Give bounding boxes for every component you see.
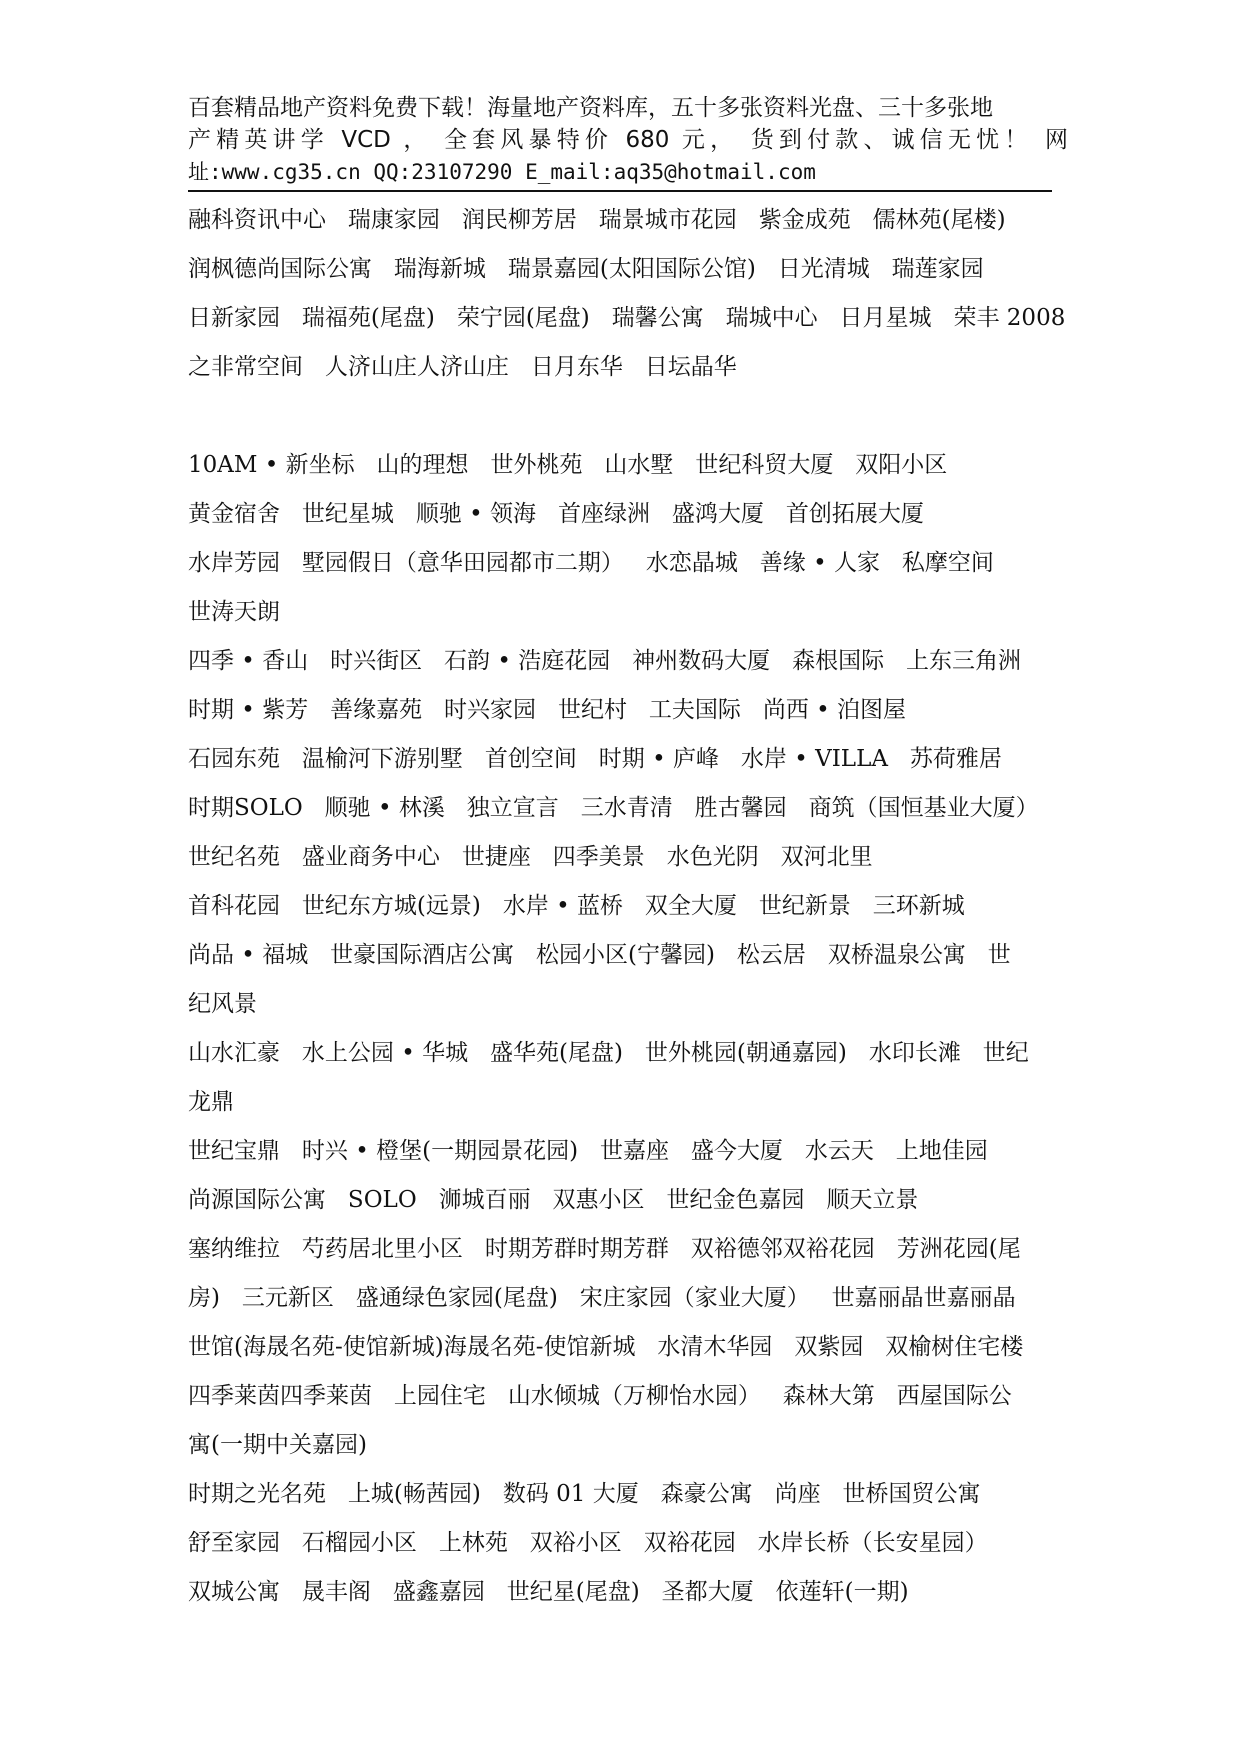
text-line: 尚品 • 福城 世豪国际酒店公寓 松园小区(宁馨园) 松云居 双桥温泉公寓 世	[188, 942, 1011, 968]
text-line: 水岸芳园 墅园假日（意华田园都市二期） 水恋晶城 善缘 • 人家 私摩空间	[188, 550, 994, 576]
text-line: 融科资讯中心 瑞康家园 润民柳芳居 瑞景城市花园 紫金成苑 儒林苑(尾楼)	[188, 207, 1006, 233]
text-line: 润枫德尚国际公寓 瑞海新城 瑞景嘉园(太阳国际公馆) 日光清城 瑞莲家园	[188, 256, 984, 282]
text-line: 石园东苑 温榆河下游别墅 首创空间 时期 • 庐峰 水岸 • VILLA 苏荷雅居	[188, 746, 1002, 772]
header-line-2: 产精英讲学 VCD ， 全套风暴特价 680 元， 货到付款、诚信无忧！ 网	[188, 127, 1068, 153]
text-line: 之非常空间 人济山庄人济山庄 日月东华 日坛晶华	[188, 354, 737, 380]
header-line-3: 址:www.cg35.cn QQ:23107290 E_mail:aq35@hotmail.com	[188, 160, 816, 184]
text-line: 日新家园 瑞福苑(尾盘) 荣宁园(尾盘) 瑞馨公寓 瑞城中心 日月星城 荣丰 2008	[188, 305, 1066, 331]
text-line: 世涛天朗	[188, 599, 280, 625]
header-line-1: 百套精品地产资料免费下载！海量地产资料库，五十多张资料光盘、三十多张地	[188, 95, 993, 121]
text-line: 龙鼎	[188, 1089, 234, 1115]
text-line: 10AM • 新坐标 山的理想 世外桃苑 山水墅 世纪科贸大厦 双阳小区	[188, 452, 948, 478]
text-line: 舒至家园 石榴园小区 上林苑 双裕小区 双裕花园 水岸长桥（长安星园）	[188, 1530, 988, 1556]
text-line: 首科花园 世纪东方城(远景) 水岸 • 蓝桥 双全大厦 世纪新景 三环新城	[188, 893, 965, 919]
text-line: 四季 • 香山 时兴街区 石韵 • 浩庭花园 神州数码大厦 森根国际 上东三角洲	[188, 648, 1022, 674]
page-header	[188, 92, 1068, 188]
text-line: 四季莱茵四季莱茵 上园住宅 山水倾城（万柳怡水园） 森林大第 西屋国际公	[188, 1383, 1012, 1409]
text-line: 寓(一期中关嘉园)	[188, 1432, 367, 1458]
text-line: 时期之光名苑 上城(畅茜园) 数码 01 大厦 森豪公寓 尚座 世桥国贸公寓	[188, 1481, 981, 1507]
document-body	[188, 196, 1088, 1617]
text-line: 时期SOLO 顺驰 • 林溪 独立宣言 三水青清 胜古馨园 商筑（国恒基业大厦）	[188, 795, 1039, 821]
text-line: 纪风景	[188, 991, 257, 1017]
text-line: 房) 三元新区 盛通绿色家园(尾盘) 宋庄家园（家业大厦） 世嘉丽晶世嘉丽晶	[188, 1285, 1016, 1311]
header-divider	[188, 190, 1052, 192]
text-line: 世馆(海晟名苑-使馆新城)海晟名苑-使馆新城 水清木华园 双紫园 双榆树住宅楼	[188, 1334, 1024, 1360]
text-line: 尚源国际公寓 SOLO 浉城百丽 双惠小区 世纪金色嘉园 顺天立景	[188, 1187, 919, 1213]
text-line: 时期 • 紫芳 善缘嘉苑 时兴家园 世纪村 工夫国际 尚西 • 泊图屋	[188, 697, 907, 723]
paragraph-gap	[188, 392, 1088, 441]
text-line: 双城公寓 晟丰阁 盛鑫嘉园 世纪星(尾盘) 圣都大厦 依莲轩(一期)	[188, 1579, 909, 1605]
text-line: 黄金宿舍 世纪星城 顺驰 • 领海 首座绿洲 盛鸿大厦 首创拓展大厦	[188, 501, 924, 527]
text-line: 塞纳维拉 芍药居北里小区 时期芳群时期芳群 双裕德邻双裕花园 芳洲花园(尾	[188, 1236, 1021, 1262]
text-line: 世纪宝鼎 时兴 • 橙堡(一期园景花园) 世嘉座 盛今大厦 水云天 上地佳园	[188, 1138, 988, 1164]
text-line: 山水汇豪 水上公园 • 华城 盛华苑(尾盘) 世外桃园(朝通嘉园) 水印长滩 世纪	[188, 1040, 1029, 1066]
text-line: 世纪名苑 盛业商务中心 世捷座 四季美景 水色光阴 双河北里	[188, 844, 873, 870]
